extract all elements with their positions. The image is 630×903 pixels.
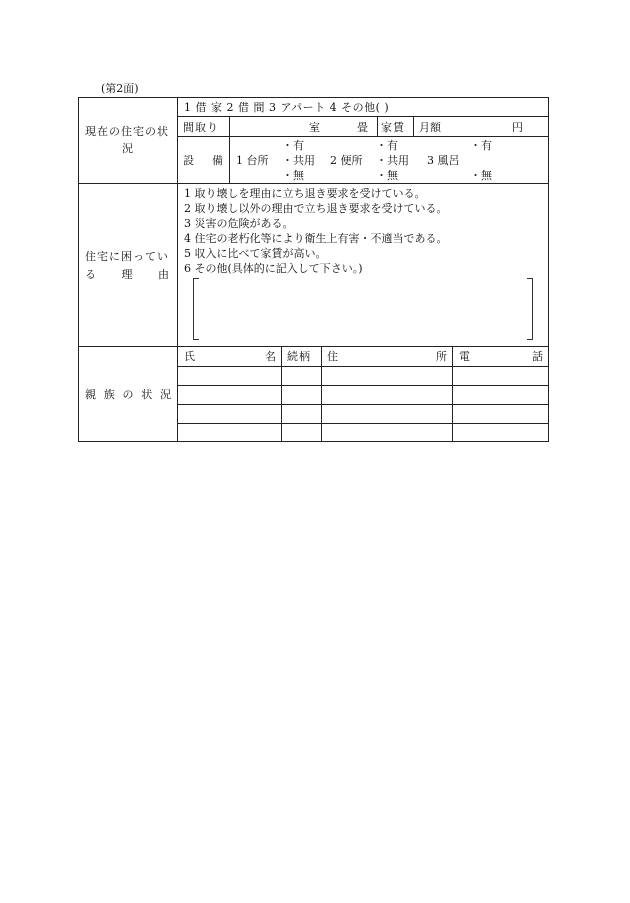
- kitchen-label: 1 台所: [236, 154, 269, 167]
- reason-section-label: 住宅に困ってい: [85, 250, 169, 263]
- reason-item[interactable]: 6 その他(具体的に記入して下さい。): [184, 262, 363, 275]
- col-header-address: 住 所: [327, 350, 447, 363]
- kitchen-option-no[interactable]: ・無: [282, 169, 304, 182]
- housing-section-label-cont: 況: [122, 142, 133, 155]
- other-reason-input[interactable]: [193, 278, 533, 340]
- setsubi-label: 設 備: [183, 154, 223, 167]
- col-header-phone: 電 話: [459, 350, 543, 363]
- toilet-option-yes[interactable]: ・有: [376, 139, 398, 152]
- reason-item[interactable]: 4 住宅の老朽化等により衛生上有害・不適当である。: [184, 232, 448, 245]
- col-header-relation: 続柄: [287, 350, 311, 363]
- yen-label: 円: [512, 121, 523, 134]
- section-divider: [78, 346, 549, 347]
- column-divider: [229, 116, 230, 183]
- reason-section-label-cont: る 理 由: [85, 268, 169, 281]
- monthly-label: 月額: [419, 121, 441, 134]
- column-divider: [377, 116, 378, 136]
- row-divider: [177, 116, 549, 117]
- section-divider: [78, 183, 549, 184]
- madori-label: 間取り: [183, 121, 219, 134]
- housing-types[interactable]: 1 借 家 2 借 間 3 アパート 4 その他( ): [184, 101, 390, 114]
- reason-item[interactable]: 3 災害の危険がある。: [184, 217, 294, 230]
- relative-row[interactable]: [178, 367, 548, 384]
- reason-item[interactable]: 1 取り壊しを理由に立ち退き要求を受けている。: [184, 187, 426, 200]
- relatives-section-label: 親 族 の 状 況: [85, 388, 171, 401]
- rent-label: 家賃: [381, 121, 405, 134]
- tatami-unit: 畳: [357, 121, 368, 134]
- toilet-label: 2 便所: [330, 154, 363, 167]
- bath-option-no[interactable]: ・無: [470, 169, 492, 182]
- row-divider: [177, 136, 549, 137]
- toilet-option-no[interactable]: ・無: [376, 169, 398, 182]
- kitchen-option-yes[interactable]: ・有: [282, 139, 304, 152]
- reason-item[interactable]: 2 取り壊し以外の理由で立ち退き要求を受けている。: [184, 202, 448, 215]
- relative-row[interactable]: [178, 424, 548, 441]
- toilet-option-shared[interactable]: ・共用: [376, 154, 409, 167]
- right-bracket: [527, 278, 533, 340]
- bath-label: 3 風呂: [427, 154, 460, 167]
- housing-section-label: 現在の住宅の状: [85, 125, 169, 138]
- column-divider: [413, 116, 414, 136]
- col-header-name: 氏 名: [184, 350, 276, 363]
- left-bracket: [193, 278, 199, 340]
- page-label: (第2面): [101, 82, 139, 95]
- bath-option-yes[interactable]: ・有: [470, 139, 492, 152]
- relative-row[interactable]: [178, 405, 548, 422]
- room-unit: 室: [309, 121, 320, 134]
- kitchen-option-shared[interactable]: ・共用: [282, 154, 315, 167]
- relative-row[interactable]: [178, 386, 548, 403]
- reason-item[interactable]: 5 収入に比べて家賃が高い。: [184, 247, 327, 260]
